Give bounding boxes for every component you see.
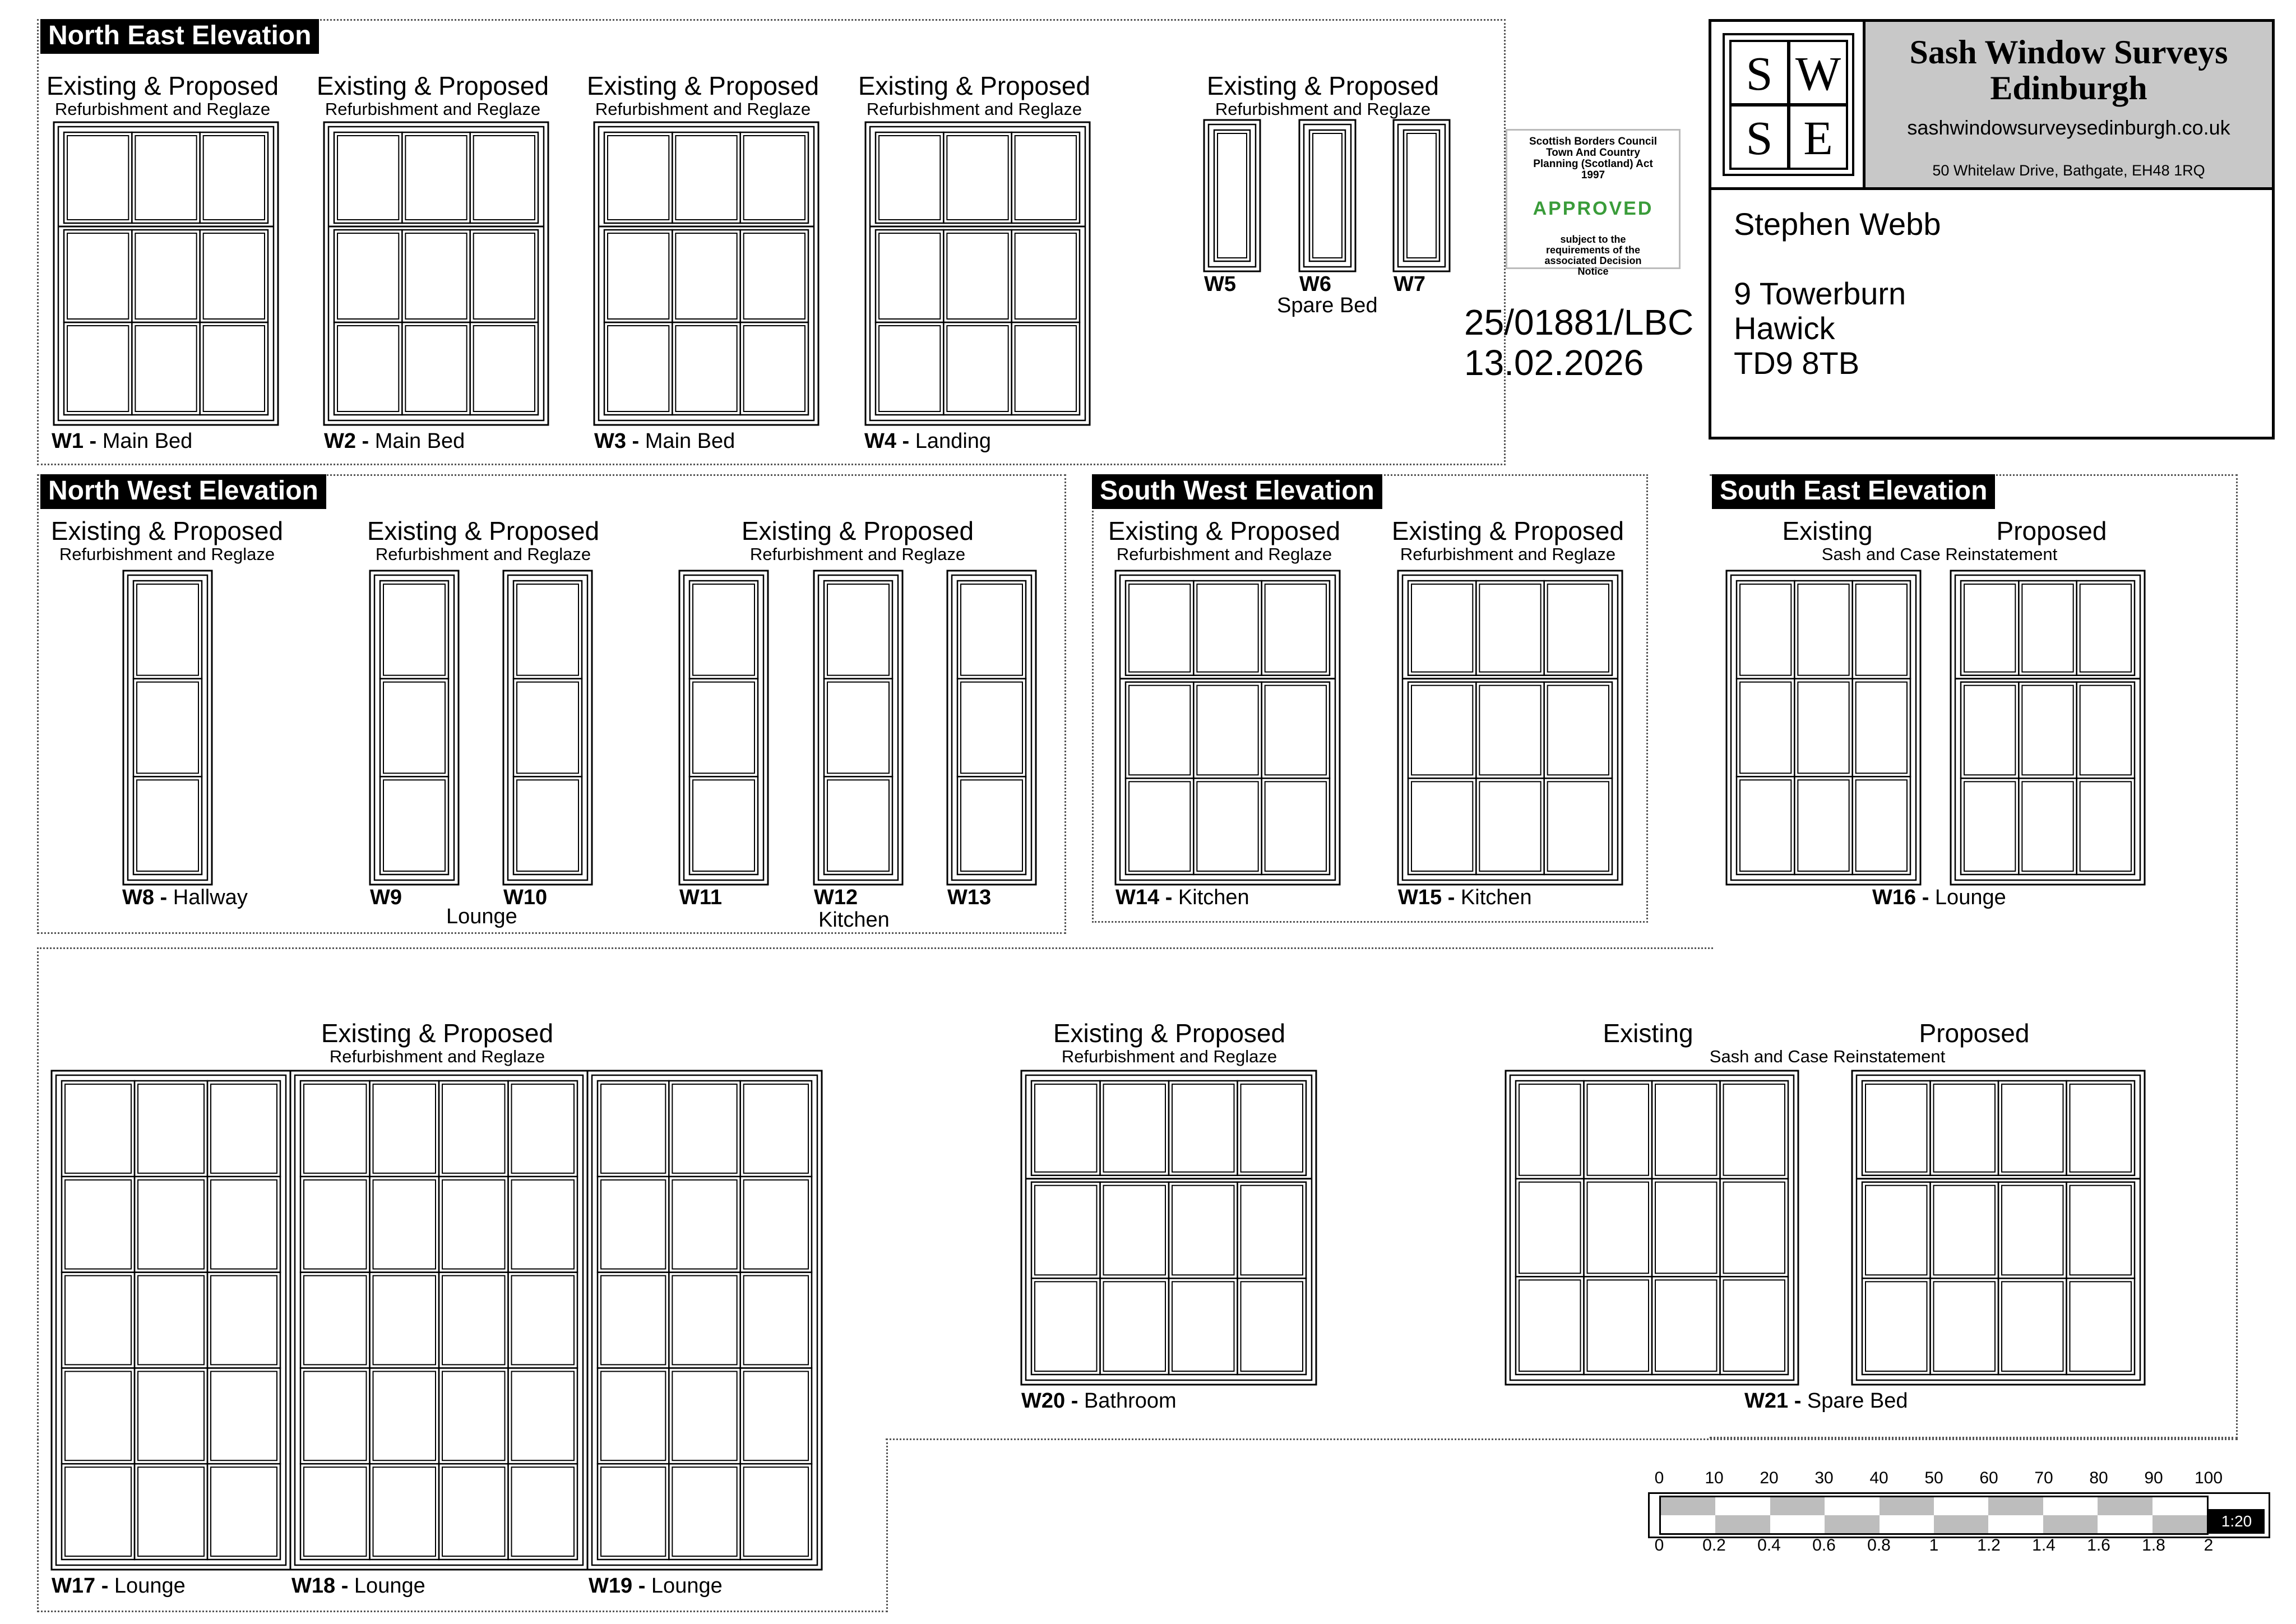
stamp-act-line2: Planning (Scotland) Act (1533, 158, 1653, 170)
stamp-authority-name: Scottish Borders Council (1529, 136, 1658, 147)
w4-heading: Existing & Proposed (858, 71, 1091, 100)
w17-19-heading: Existing & Proposed (321, 1019, 554, 1048)
logo-letter-s-bottom: S (1729, 104, 1789, 170)
w15-room: Kitchen (1460, 886, 1532, 909)
w14-heading: Existing & Proposed (1108, 516, 1341, 545)
w20-heading: Existing & Proposed (1053, 1019, 1286, 1048)
scale-tick-bottom: 1.8 (2142, 1536, 2165, 1554)
w11-13-subheading: Refurbishment and Reglaze (749, 544, 966, 564)
w2-label (324, 429, 465, 453)
scale-tick-top: 20 (1760, 1469, 1779, 1487)
w15-label (1398, 886, 1532, 909)
w21-id: W21 - (1744, 1389, 1802, 1413)
w12-label (814, 886, 858, 909)
scale-ratio: 1:20 (2209, 1509, 2265, 1534)
north-east-elevation-title: North East Elevation (40, 19, 319, 54)
w19-id: W19 - (589, 1574, 646, 1598)
w7-label (1394, 272, 1425, 296)
w8-room: Hallway (173, 886, 248, 909)
scale-tick-bottom: 0.4 (1757, 1536, 1781, 1554)
w20-room: Bathroom (1084, 1389, 1177, 1413)
w14-label (1115, 886, 1249, 909)
site-address-line3: TD9 8TB (1734, 345, 1860, 381)
logo-letter-w: W (1788, 40, 1848, 105)
south-west-elevation-title: South West Elevation (1092, 474, 1382, 509)
south-east-elevation-title: South East Elevation (1712, 474, 1995, 509)
title-block-divider (1711, 187, 2272, 190)
w13-id: W13 (947, 886, 992, 909)
w9-id: W9 (370, 886, 402, 909)
w19-room: Lounge (651, 1574, 723, 1598)
w18-label (291, 1574, 425, 1598)
scale-tick-bottom: 0.2 (1702, 1536, 1726, 1554)
scale-bar-frame (1648, 1492, 2270, 1538)
w14-room: Kitchen (1178, 886, 1249, 909)
client-name: Stephen Webb (1734, 206, 1941, 242)
scale-tick-top: 90 (2144, 1469, 2163, 1487)
company-logo (1723, 33, 1854, 176)
stamp-cond4: Notice (1577, 266, 1609, 277)
scale-tick-top: 30 (1814, 1469, 1834, 1487)
company-name (1866, 34, 2272, 106)
w8-label (122, 886, 248, 909)
w2-subheading: Refurbishment and Reglaze (325, 99, 541, 119)
w2-heading: Existing & Proposed (316, 71, 549, 100)
w4-id: W4 - (864, 429, 910, 453)
company-name-line2: Edinburgh (1990, 70, 2147, 107)
w2-room: Main Bed (374, 429, 465, 453)
stamp-cond3: associated Decision (1544, 255, 1642, 266)
w15-subheading: Refurbishment and Reglaze (1400, 544, 1616, 564)
scale-tick-bottom: 1.6 (2087, 1536, 2110, 1554)
scale-tick-bottom: 0 (1654, 1536, 1664, 1554)
w16-proposed-heading: Proposed (1996, 516, 2107, 545)
w3-subheading: Refurbishment and Reglaze (595, 99, 811, 119)
scale-tick-top: 10 (1705, 1469, 1724, 1487)
company-name-line1: Sash Window Surveys (1909, 34, 2228, 71)
scale-tick-bottom: 1.4 (2032, 1536, 2056, 1554)
w2-id: W2 - (324, 429, 369, 453)
scale-tick-top: 80 (2089, 1469, 2108, 1487)
w1-heading: Existing & Proposed (46, 71, 279, 100)
w4-room: Landing (915, 429, 992, 453)
scale-tick-top: 70 (2034, 1469, 2053, 1487)
w18-room: Lounge (354, 1574, 425, 1598)
w16-existing-heading: Existing (1782, 516, 1873, 545)
scale-tick-bottom: 0.6 (1812, 1536, 1836, 1554)
w5-id: W5 (1204, 272, 1236, 296)
w15-heading: Existing & Proposed (1391, 516, 1624, 545)
stamp-act-year: 1997 (1581, 169, 1605, 181)
logo-letter-e: E (1788, 104, 1848, 170)
w11-id: W11 (679, 886, 723, 909)
w20-subheading: Refurbishment and Reglaze (1061, 1047, 1277, 1066)
scale-tick-bottom: 1 (1929, 1536, 1939, 1554)
scale-tick-top: 40 (1869, 1469, 1888, 1487)
w3-room: Main Bed (645, 429, 735, 453)
w9-label (370, 886, 402, 909)
company-address: 50 Whitelaw Drive, Bathgate, EH48 1RQ (1932, 162, 2205, 179)
w5-7-heading: Existing & Proposed (1206, 71, 1439, 100)
w21-proposed-heading: Proposed (1919, 1019, 2030, 1048)
ground-floor-step-frame (886, 1438, 2238, 1444)
scale-tick-top: 100 (2194, 1469, 2223, 1487)
w5-7-subheading: Refurbishment and Reglaze (1215, 99, 1431, 119)
w20-id: W20 - (1021, 1389, 1078, 1413)
stamp-authority (1507, 136, 1679, 181)
w6-id: W6 (1299, 272, 1331, 296)
application-reference: 25/01881/LBC (1464, 302, 1694, 343)
logo-letter-s-top: S (1729, 40, 1789, 105)
w17-room: Lounge (114, 1574, 186, 1598)
scale-tick-bottom: 0.8 (1867, 1536, 1891, 1554)
planning-approval-stamp (1506, 129, 1681, 277)
w17-19-subheading: Refurbishment and Reglaze (329, 1047, 545, 1066)
scale-tick-top: 0 (1654, 1469, 1664, 1487)
w21-subheading: Sash and Case Reinstatement (1709, 1047, 1946, 1066)
w19-label (589, 1574, 723, 1598)
stamp-conditions (1507, 234, 1679, 277)
w9-10-heading: Existing & Proposed (367, 516, 600, 545)
w14-subheading: Refurbishment and Reglaze (1116, 544, 1332, 564)
scale-tick-bottom: 1.2 (1977, 1536, 2001, 1554)
w17-id: W17 - (52, 1574, 109, 1598)
stamp-cond2: requirements of the (1545, 244, 1641, 256)
w1-id: W1 - (52, 429, 97, 453)
w11-13-heading: Existing & Proposed (741, 516, 974, 545)
company-website: sashwindowsurveysedinburgh.co.uk (1907, 116, 2230, 139)
w8-subheading: Refurbishment and Reglaze (59, 544, 275, 564)
application-date: 13.02.2026 (1464, 343, 1644, 383)
stamp-act-line1: Town And Country (1546, 147, 1640, 159)
w1-subheading: Refurbishment and Reglaze (54, 99, 271, 119)
title-block (1709, 19, 2275, 439)
w15-id: W15 - (1398, 886, 1455, 909)
north-west-elevation-title: North West Elevation (40, 474, 326, 509)
w1-label (52, 429, 192, 453)
w3-heading: Existing & Proposed (586, 71, 820, 100)
w9-10-subheading: Refurbishment and Reglaze (375, 544, 591, 564)
w20-label (1021, 1389, 1177, 1413)
w21-existing-heading: Existing (1603, 1019, 1693, 1048)
w21-label (1744, 1389, 1908, 1413)
scale-tick-top: 50 (1924, 1469, 1943, 1487)
scale-tick-top: 60 (1979, 1469, 1998, 1487)
w12-id: W12 (814, 886, 858, 909)
w16-room: Lounge (1934, 886, 2006, 909)
w21-room: Spare Bed (1807, 1389, 1908, 1413)
south-east-section-frame (1710, 474, 2238, 1438)
w5-7-room: Spare Bed (1277, 294, 1378, 317)
w16-label (1872, 886, 2006, 909)
w6-label (1299, 272, 1331, 296)
scale-tick-bottom: 2 (2204, 1536, 2214, 1554)
stamp-cond1: subject to the (1560, 234, 1626, 245)
w18-id: W18 - (291, 1574, 349, 1598)
w16-subheading: Sash and Case Reinstatement (1821, 544, 2058, 564)
w1-room: Main Bed (102, 429, 193, 453)
w8-id: W8 - (122, 886, 168, 909)
w11-label (679, 886, 722, 909)
w13-label (947, 886, 991, 909)
w4-subheading: Refurbishment and Reglaze (866, 99, 1082, 119)
w11-13-room: Kitchen (818, 908, 890, 932)
w16-id: W16 - (1872, 886, 1929, 909)
w8-heading: Existing & Proposed (50, 516, 284, 545)
w7-id: W7 (1394, 272, 1425, 296)
w4-label (864, 429, 991, 453)
stamp-status: APPROVED (1533, 198, 1654, 219)
scale-bar (1648, 1469, 2276, 1564)
w5-label (1204, 272, 1236, 296)
w10-id: W10 (503, 886, 548, 909)
w3-id: W3 - (594, 429, 640, 453)
ground-floor-section-frame (37, 947, 1713, 1441)
w3-label (594, 429, 735, 453)
site-address-line2: Hawick (1734, 311, 1835, 346)
w14-id: W14 - (1115, 886, 1173, 909)
w17-label (52, 1574, 186, 1598)
site-address-line1: 9 Towerburn (1734, 276, 1906, 311)
w9-10-room: Lounge (446, 905, 517, 928)
